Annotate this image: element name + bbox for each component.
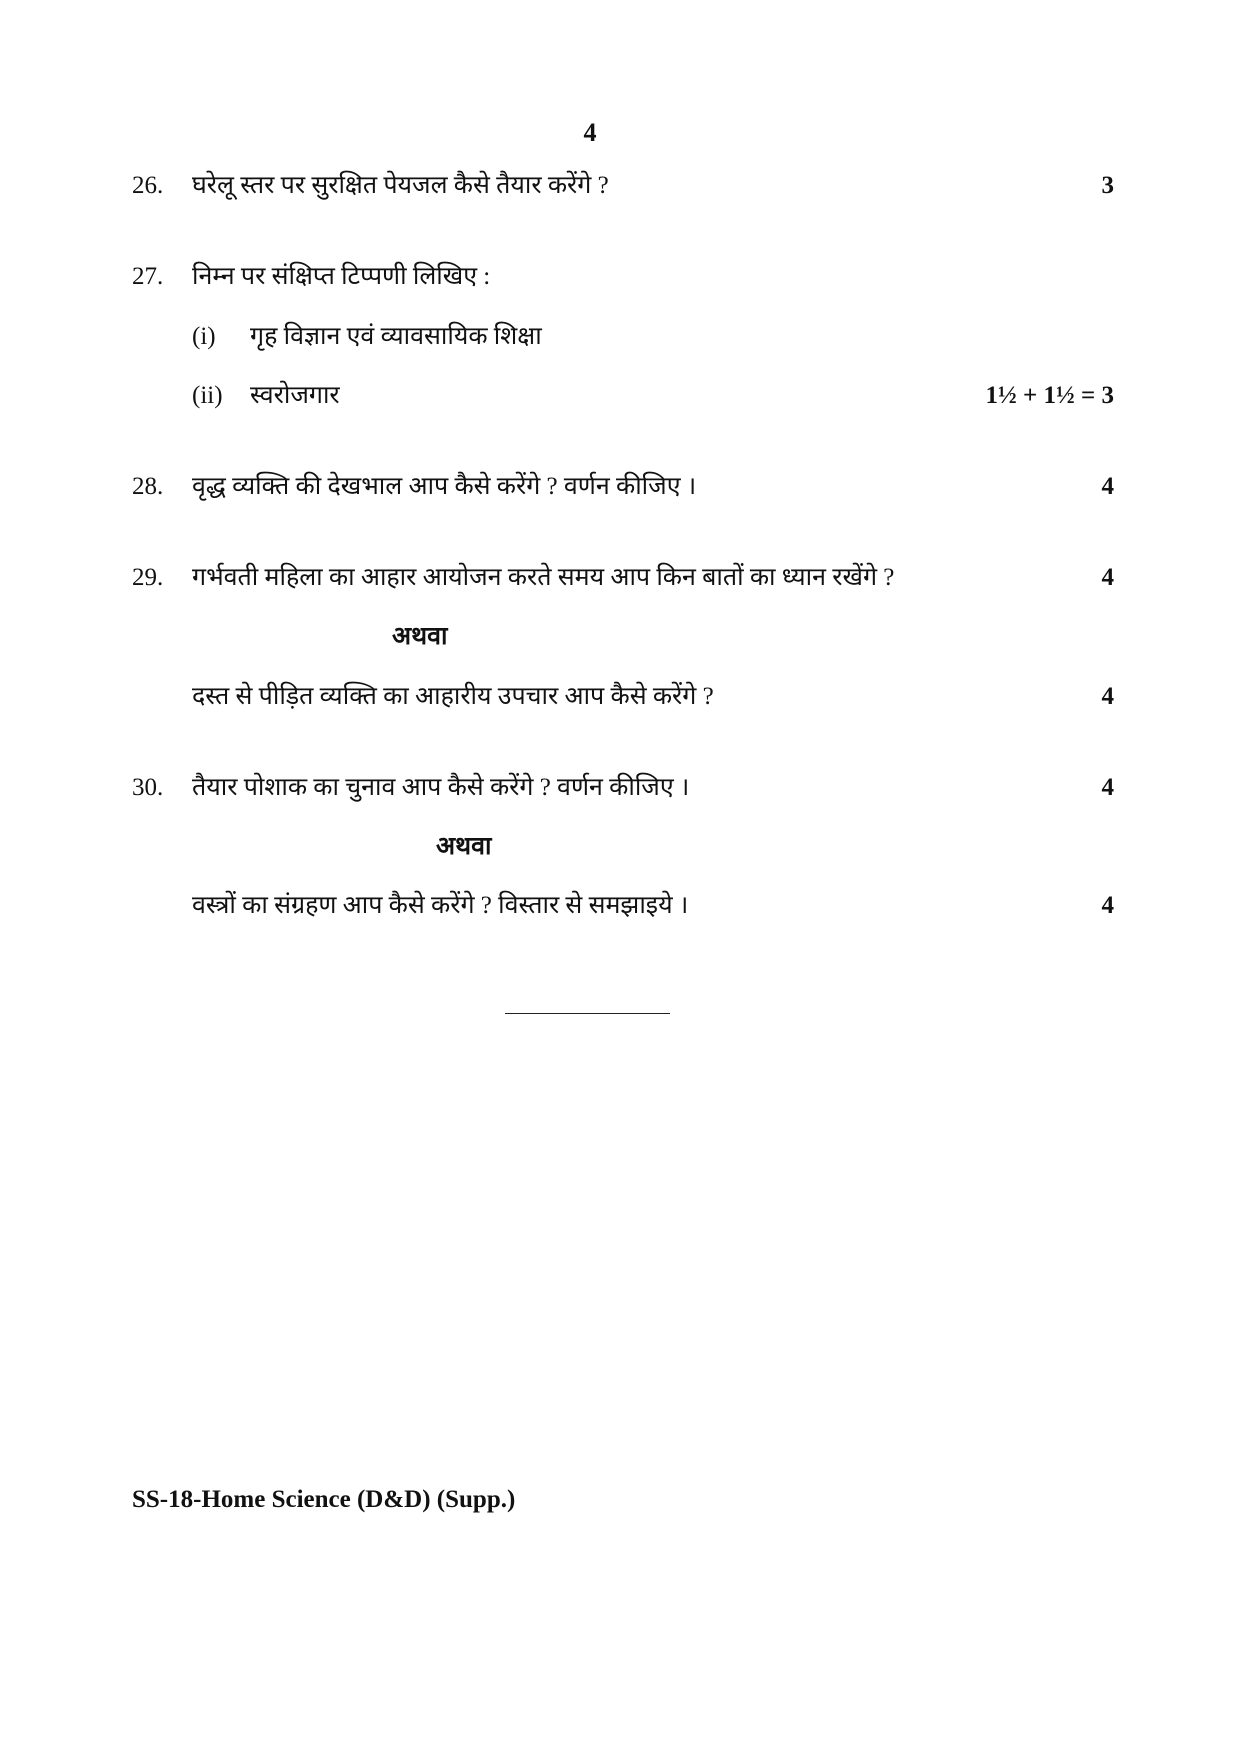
alternative-marks: 4 [1101,683,1114,710]
question-number: 27. [132,263,164,290]
question-text: तैयार पोशाक का चुनाव आप कैसे करेंगे ? वर्णन कीजिए । [192,774,690,801]
question-27-subpart-i [132,319,1114,355]
end-of-paper-rule [505,1013,670,1014]
question-marks: 4 [1101,564,1114,591]
subpart-text: गृह विज्ञान एवं व्यावसायिक शिक्षा [250,323,542,350]
question-marks: 3 [1101,172,1114,199]
alternative-text: वस्त्रों का संग्रहण आप कैसे करेंगे ? विस्तार से समझाइये । [192,892,689,919]
question-marks: 4 [1101,473,1114,500]
question-text: वृद्ध व्यक्ति की देखभाल आप कैसे करेंगे ? वर्णन कीजिए । [192,473,697,500]
question-number: 29. [132,564,164,591]
question-number: 28. [132,473,164,500]
question-text: गर्भवती महिला का आहार आयोजन करते समय आप किन बातों का ध्यान रखेंगे ? [192,564,895,591]
question-text: निम्न पर संक्षिप्त टिप्पणी लिखिए : [192,263,491,290]
question-27 [132,259,1114,295]
question-marks: 1½ + 1½ = 3 [985,382,1114,409]
question-30-alternative [132,888,1114,924]
or-label: अथवा [436,833,492,860]
question-number: 30. [132,774,164,801]
question-27-subpart-ii [132,378,1114,414]
subpart-text: स्वरोजगार [250,382,340,409]
question-number: 26. [132,172,164,199]
question-marks: 4 [1101,774,1114,801]
or-label: अथवा [392,623,448,650]
alternative-text: दस्त से पीड़ित व्यक्ति का आहारीय उपचार आप कैसे करेंगे ? [192,683,714,710]
alternative-marks: 4 [1101,892,1114,919]
question-text: घरेलू स्तर पर सुरक्षित पेयजल कैसे तैयार करेंगे ? [192,172,609,199]
paper-code: SS-18-Home Science (D&D) (Supp.) [132,1486,516,1513]
subpart-number: (ii) [192,382,223,409]
question-29 [132,560,1114,596]
question-28 [132,469,1114,505]
page-number: 4 [583,118,597,147]
question-30 [132,770,1114,806]
question-26 [132,168,1114,204]
question-29-alternative [132,679,1114,715]
subpart-number: (i) [192,323,216,350]
